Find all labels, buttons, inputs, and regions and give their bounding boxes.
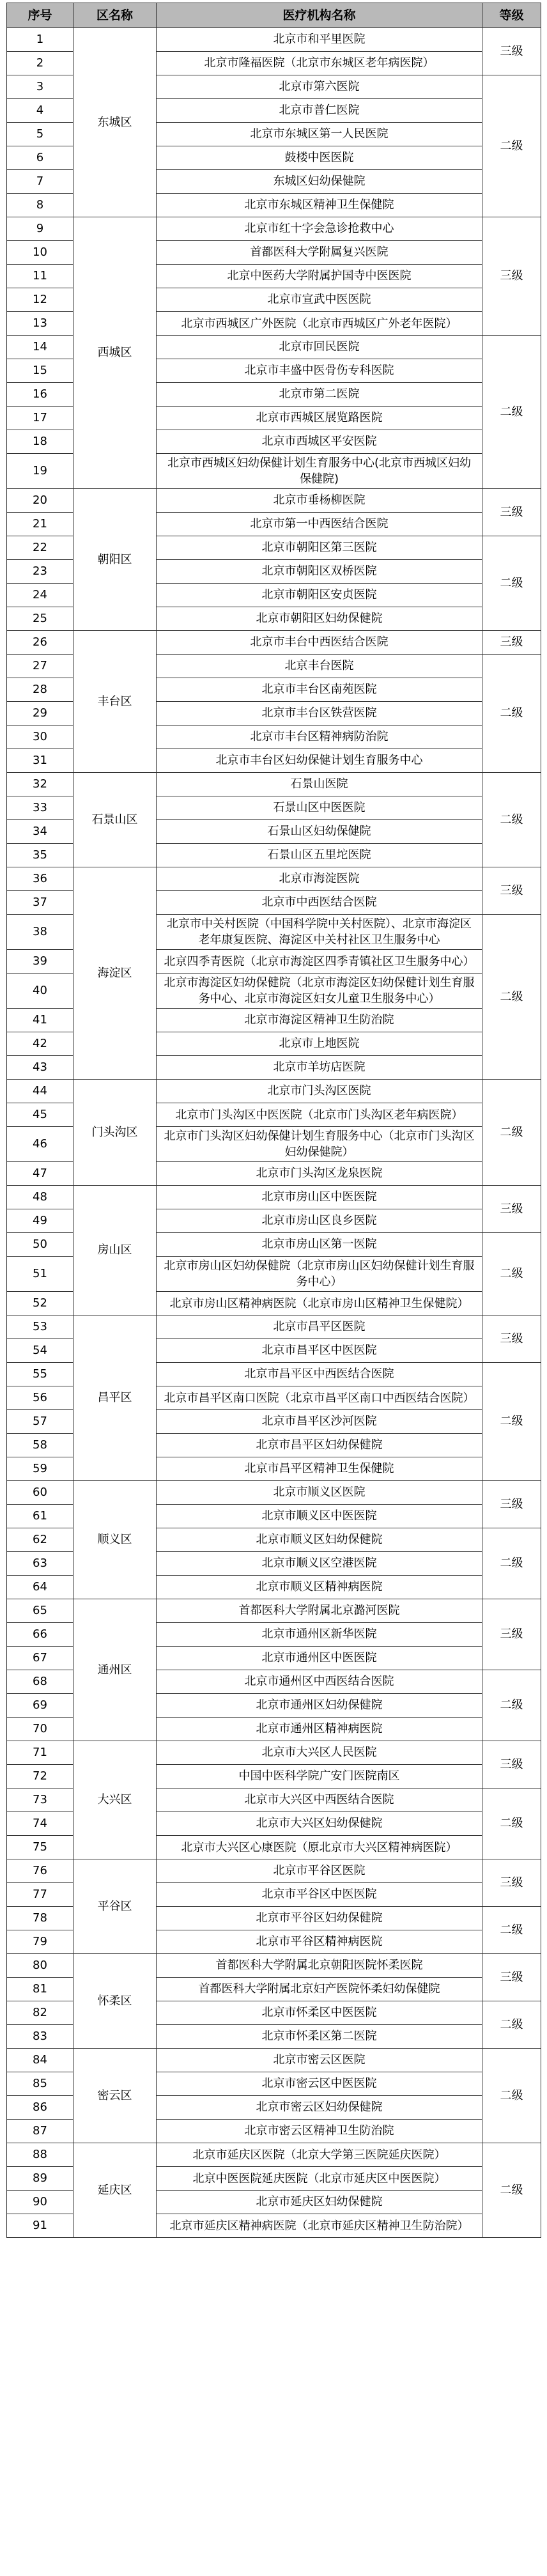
district-name: 顺义区 xyxy=(73,1481,157,1599)
institution-name: 北京市红十字会急诊抢救中心 xyxy=(157,217,482,241)
header-district: 区名称 xyxy=(73,3,157,28)
row-number: 29 xyxy=(7,702,73,725)
institution-name: 东城区妇幼保健院 xyxy=(157,170,482,194)
district-name: 西城区 xyxy=(73,217,157,489)
district-name: 丰台区 xyxy=(73,631,157,773)
row-number: 33 xyxy=(7,796,73,820)
row-number: 8 xyxy=(7,194,73,217)
row-number: 87 xyxy=(7,2120,73,2143)
hospital-level: 二级 xyxy=(482,773,541,867)
row-number: 26 xyxy=(7,631,73,655)
institution-name: 北京市密云区医院 xyxy=(157,2049,482,2072)
hospital-level: 二级 xyxy=(482,1528,541,1599)
row-number: 24 xyxy=(7,584,73,607)
institution-name: 北京市朝阳区第三医院 xyxy=(157,536,482,560)
institution-name: 北京市朝阳区双桥医院 xyxy=(157,560,482,584)
institution-name: 北京市通州区新华医院 xyxy=(157,1623,482,1647)
institution-name: 北京市昌平区中医医院 xyxy=(157,1339,482,1363)
institution-name: 北京市平谷区医院 xyxy=(157,1859,482,1883)
institution-name: 石景山医院 xyxy=(157,773,482,796)
row-number: 27 xyxy=(7,655,73,678)
row-number: 77 xyxy=(7,1883,73,1907)
hospital-level: 三级 xyxy=(482,631,541,655)
institution-name: 北京市第六医院 xyxy=(157,75,482,99)
institution-name: 北京市平谷区精神病医院 xyxy=(157,1930,482,1954)
row-number: 14 xyxy=(7,336,73,359)
row-number: 42 xyxy=(7,1032,73,1056)
hospital-level: 三级 xyxy=(482,867,541,915)
hospital-level: 二级 xyxy=(482,536,541,631)
row-number: 39 xyxy=(7,950,73,974)
institution-name: 北京市中关村医院（中国科学院中关村医院）、北京市海淀区老年康复医院、海淀区中关村社区卫生服务中心 xyxy=(157,915,482,950)
row-number: 73 xyxy=(7,1788,73,1812)
institution-name: 北京市延庆区妇幼保健院 xyxy=(157,2191,482,2214)
row-number: 5 xyxy=(7,123,73,146)
row-number: 3 xyxy=(7,75,73,99)
institution-name: 北京市顺义区精神病医院 xyxy=(157,1576,482,1599)
institution-name: 北京市丰台区妇幼保健计划生育服务中心 xyxy=(157,749,482,773)
row-number: 71 xyxy=(7,1741,73,1765)
institution-name: 北京市昌平区沙河医院 xyxy=(157,1410,482,1434)
institution-name: 北京市隆福医院（北京市东城区老年病医院） xyxy=(157,52,482,75)
district-name: 海淀区 xyxy=(73,867,157,1080)
institution-name: 北京丰台医院 xyxy=(157,655,482,678)
table-row xyxy=(7,773,541,796)
institution-name: 北京市平谷区中医医院 xyxy=(157,1883,482,1907)
row-number: 36 xyxy=(7,867,73,891)
institution-name: 北京市西城区展览路医院 xyxy=(157,407,482,430)
district-name: 朝阳区 xyxy=(73,489,157,631)
row-number: 61 xyxy=(7,1505,73,1528)
row-number: 59 xyxy=(7,1457,73,1481)
row-number: 44 xyxy=(7,1080,73,1103)
table-row xyxy=(7,1315,541,1339)
row-number: 18 xyxy=(7,430,73,454)
row-number: 81 xyxy=(7,1978,73,2001)
institution-name: 中国中医科学院广安门医院南区 xyxy=(157,1765,482,1788)
row-number: 68 xyxy=(7,1670,73,1694)
institution-name: 北京市丰盛中医骨伤专科医院 xyxy=(157,359,482,383)
hospital-level: 三级 xyxy=(482,1481,541,1528)
institution-name: 北京市丰台中西医结合医院 xyxy=(157,631,482,655)
institution-name: 北京市平谷区妇幼保健院 xyxy=(157,1907,482,1930)
institution-name: 北京市海淀区精神卫生防治院 xyxy=(157,1009,482,1032)
institution-name: 北京市昌平区中西医结合医院 xyxy=(157,1363,482,1386)
header-no: 序号 xyxy=(7,3,73,28)
table-body xyxy=(7,28,541,2238)
institution-name: 北京市宣武中医医院 xyxy=(157,288,482,312)
institution-name: 北京市门头沟区医院 xyxy=(157,1080,482,1103)
institution-name: 北京市大兴区人民医院 xyxy=(157,1741,482,1765)
institution-name: 北京市密云区妇幼保健院 xyxy=(157,2096,482,2120)
institution-name: 北京中医药大学附属护国寺中医医院 xyxy=(157,265,482,288)
hospital-level: 二级 xyxy=(482,1907,541,1954)
institution-name: 北京市丰台区南苑医院 xyxy=(157,678,482,702)
row-number: 72 xyxy=(7,1765,73,1788)
institution-name: 北京市丰台区铁营医院 xyxy=(157,702,482,725)
row-number: 34 xyxy=(7,820,73,844)
hospital-level: 三级 xyxy=(482,1859,541,1907)
district-name: 房山区 xyxy=(73,1186,157,1315)
row-number: 85 xyxy=(7,2072,73,2096)
hospital-level: 三级 xyxy=(482,1315,541,1363)
row-number: 43 xyxy=(7,1056,73,1080)
institution-name: 北京市门头沟区龙泉医院 xyxy=(157,1162,482,1186)
row-number: 11 xyxy=(7,265,73,288)
institution-name: 北京市第二医院 xyxy=(157,383,482,407)
table-row xyxy=(7,1859,541,1883)
table-row xyxy=(7,631,541,655)
table-row xyxy=(7,489,541,513)
row-number: 86 xyxy=(7,2096,73,2120)
institution-name: 北京市房山区精神病医院（北京市房山区精神卫生保健院） xyxy=(157,1292,482,1315)
institution-name: 北京市房山区良乡医院 xyxy=(157,1209,482,1233)
institution-name: 北京市房山区第一医院 xyxy=(157,1233,482,1257)
institution-name: 首都医科大学附属北京潞河医院 xyxy=(157,1599,482,1623)
row-number: 32 xyxy=(7,773,73,796)
row-number: 37 xyxy=(7,891,73,915)
hospital-table-sheet xyxy=(6,3,541,2238)
hospital-level: 二级 xyxy=(482,915,541,1080)
table-row xyxy=(7,867,541,891)
hospital-level: 二级 xyxy=(482,336,541,489)
institution-name: 北京四季青医院（北京市海淀区四季青镇社区卫生服务中心） xyxy=(157,950,482,974)
row-number: 46 xyxy=(7,1127,73,1162)
hospital-level: 二级 xyxy=(482,2049,541,2143)
row-number: 22 xyxy=(7,536,73,560)
hospital-list-table xyxy=(6,3,541,2238)
row-number: 64 xyxy=(7,1576,73,1599)
institution-name: 北京市通州区中医医院 xyxy=(157,1647,482,1670)
institution-name: 北京市顺义区妇幼保健院 xyxy=(157,1528,482,1552)
row-number: 74 xyxy=(7,1812,73,1836)
institution-name: 北京市大兴区妇幼保健院 xyxy=(157,1812,482,1836)
table-header-row xyxy=(7,3,541,28)
row-number: 1 xyxy=(7,28,73,52)
institution-name: 北京市朝阳区安贞医院 xyxy=(157,584,482,607)
institution-name: 北京市西城区广外医院（北京市西城区广外老年医院） xyxy=(157,312,482,336)
header-name: 医疗机构名称 xyxy=(157,3,482,28)
district-name: 通州区 xyxy=(73,1599,157,1741)
institution-name: 首都医科大学附属北京妇产医院怀柔妇幼保健院 xyxy=(157,1978,482,2001)
row-number: 25 xyxy=(7,607,73,631)
institution-name: 北京市海淀医院 xyxy=(157,867,482,891)
institution-name: 北京市大兴区中西医结合医院 xyxy=(157,1788,482,1812)
row-number: 7 xyxy=(7,170,73,194)
table-row xyxy=(7,217,541,241)
institution-name: 北京市密云区中医医院 xyxy=(157,2072,482,2096)
row-number: 45 xyxy=(7,1103,73,1127)
table-row xyxy=(7,1481,541,1505)
row-number: 56 xyxy=(7,1386,73,1410)
row-number: 79 xyxy=(7,1930,73,1954)
institution-name: 北京市延庆区精神病医院（北京市延庆区精神卫生防治院） xyxy=(157,2214,482,2238)
row-number: 58 xyxy=(7,1434,73,1457)
row-number: 19 xyxy=(7,454,73,489)
institution-name: 北京市东城区精神卫生保健院 xyxy=(157,194,482,217)
institution-name: 北京市昌平区南口医院（北京市昌平区南口中西医结合医院） xyxy=(157,1386,482,1410)
row-number: 57 xyxy=(7,1410,73,1434)
hospital-level: 三级 xyxy=(482,217,541,336)
row-number: 40 xyxy=(7,974,73,1009)
row-number: 51 xyxy=(7,1257,73,1292)
institution-name: 石景山区中医医院 xyxy=(157,796,482,820)
table-row xyxy=(7,1186,541,1209)
header-level: 等级 xyxy=(482,3,541,28)
row-number: 38 xyxy=(7,915,73,950)
institution-name: 北京市门头沟区妇幼保健计划生育服务中心（北京市门头沟区妇幼保健院） xyxy=(157,1127,482,1162)
institution-name: 北京市朝阳区妇幼保健院 xyxy=(157,607,482,631)
district-name: 石景山区 xyxy=(73,773,157,867)
hospital-level: 二级 xyxy=(482,75,541,217)
institution-name: 北京市通州区中西医结合医院 xyxy=(157,1670,482,1694)
row-number: 78 xyxy=(7,1907,73,1930)
hospital-level: 三级 xyxy=(482,1186,541,1233)
institution-name: 北京市第一中西医结合医院 xyxy=(157,513,482,536)
institution-name: 首都医科大学附属复兴医院 xyxy=(157,241,482,265)
institution-name: 北京市普仁医院 xyxy=(157,99,482,123)
row-number: 35 xyxy=(7,844,73,867)
hospital-level: 三级 xyxy=(482,28,541,75)
row-number: 52 xyxy=(7,1292,73,1315)
hospital-level: 二级 xyxy=(482,1233,541,1315)
table-row xyxy=(7,1741,541,1765)
row-number: 76 xyxy=(7,1859,73,1883)
institution-name: 北京市通州区精神病医院 xyxy=(157,1718,482,1741)
institution-name: 北京市昌平区妇幼保健院 xyxy=(157,1434,482,1457)
table-row xyxy=(7,28,541,52)
hospital-level: 二级 xyxy=(482,1363,541,1481)
hospital-level: 二级 xyxy=(482,2143,541,2238)
row-number: 83 xyxy=(7,2025,73,2049)
row-number: 13 xyxy=(7,312,73,336)
institution-name: 北京市昌平区精神卫生保健院 xyxy=(157,1457,482,1481)
institution-name: 北京市密云区精神卫生防治院 xyxy=(157,2120,482,2143)
row-number: 66 xyxy=(7,1623,73,1647)
district-name: 大兴区 xyxy=(73,1741,157,1859)
row-number: 75 xyxy=(7,1836,73,1859)
row-number: 49 xyxy=(7,1209,73,1233)
hospital-level: 三级 xyxy=(482,489,541,536)
row-number: 80 xyxy=(7,1954,73,1978)
district-name: 东城区 xyxy=(73,28,157,217)
row-number: 84 xyxy=(7,2049,73,2072)
row-number: 82 xyxy=(7,2001,73,2025)
row-number: 41 xyxy=(7,1009,73,1032)
row-number: 12 xyxy=(7,288,73,312)
table-row xyxy=(7,1954,541,1978)
row-number: 53 xyxy=(7,1315,73,1339)
institution-name: 北京市顺义区医院 xyxy=(157,1481,482,1505)
row-number: 30 xyxy=(7,725,73,749)
district-name: 密云区 xyxy=(73,2049,157,2143)
institution-name: 鼓楼中医医院 xyxy=(157,146,482,170)
table-row xyxy=(7,2049,541,2072)
institution-name: 北京市西城区妇幼保健计划生育服务中心(北京市西城区妇幼保健院) xyxy=(157,454,482,489)
row-number: 9 xyxy=(7,217,73,241)
row-number: 55 xyxy=(7,1363,73,1386)
institution-name: 北京市顺义区中医医院 xyxy=(157,1505,482,1528)
district-name: 门头沟区 xyxy=(73,1080,157,1186)
row-number: 15 xyxy=(7,359,73,383)
row-number: 17 xyxy=(7,407,73,430)
institution-name: 北京市上地医院 xyxy=(157,1032,482,1056)
institution-name: 北京市和平里医院 xyxy=(157,28,482,52)
institution-name: 北京市中西医结合医院 xyxy=(157,891,482,915)
institution-name: 北京市垂杨柳医院 xyxy=(157,489,482,513)
institution-name: 北京市回民医院 xyxy=(157,336,482,359)
institution-name: 北京市通州区妇幼保健院 xyxy=(157,1694,482,1718)
hospital-level: 二级 xyxy=(482,1670,541,1741)
institution-name: 北京市房山区妇幼保健院（北京市房山区妇幼保健计划生育服务中心） xyxy=(157,1257,482,1292)
row-number: 21 xyxy=(7,513,73,536)
institution-name: 北京市怀柔区中医医院 xyxy=(157,2001,482,2025)
row-number: 90 xyxy=(7,2191,73,2214)
institution-name: 北京市房山区中医医院 xyxy=(157,1186,482,1209)
institution-name: 首都医科大学附属北京朝阳医院怀柔医院 xyxy=(157,1954,482,1978)
row-number: 10 xyxy=(7,241,73,265)
row-number: 50 xyxy=(7,1233,73,1257)
institution-name: 北京市丰台区精神病防治院 xyxy=(157,725,482,749)
hospital-level: 二级 xyxy=(482,2001,541,2049)
institution-name: 北京市门头沟区中医医院（北京市门头沟区老年病医院） xyxy=(157,1103,482,1127)
hospital-level: 二级 xyxy=(482,655,541,773)
institution-name: 北京市昌平区医院 xyxy=(157,1315,482,1339)
institution-name: 北京市顺义区空港医院 xyxy=(157,1552,482,1576)
row-number: 89 xyxy=(7,2167,73,2191)
row-number: 23 xyxy=(7,560,73,584)
institution-name: 北京市海淀区妇幼保健院（北京市海淀区妇幼保健计划生育服务中心、北京市海淀区妇女儿童卫生服务中心） xyxy=(157,974,482,1009)
institution-name: 北京市怀柔区第二医院 xyxy=(157,2025,482,2049)
row-number: 67 xyxy=(7,1647,73,1670)
row-number: 70 xyxy=(7,1718,73,1741)
row-number: 91 xyxy=(7,2214,73,2238)
institution-name: 石景山区妇幼保健院 xyxy=(157,820,482,844)
row-number: 16 xyxy=(7,383,73,407)
hospital-level: 三级 xyxy=(482,1741,541,1788)
table-row xyxy=(7,1599,541,1623)
district-name: 怀柔区 xyxy=(73,1954,157,2049)
hospital-level: 二级 xyxy=(482,1080,541,1186)
row-number: 60 xyxy=(7,1481,73,1505)
hospital-level: 三级 xyxy=(482,1954,541,2001)
institution-name: 北京市大兴区心康医院（原北京市大兴区精神病医院） xyxy=(157,1836,482,1859)
district-name: 延庆区 xyxy=(73,2143,157,2238)
institution-name: 北京中医医院延庆医院（北京市延庆区中医医院） xyxy=(157,2167,482,2191)
row-number: 6 xyxy=(7,146,73,170)
row-number: 20 xyxy=(7,489,73,513)
row-number: 2 xyxy=(7,52,73,75)
row-number: 28 xyxy=(7,678,73,702)
institution-name: 北京市西城区平安医院 xyxy=(157,430,482,454)
row-number: 62 xyxy=(7,1528,73,1552)
district-name: 平谷区 xyxy=(73,1859,157,1954)
institution-name: 石景山区五里坨医院 xyxy=(157,844,482,867)
row-number: 88 xyxy=(7,2143,73,2167)
row-number: 4 xyxy=(7,99,73,123)
row-number: 48 xyxy=(7,1186,73,1209)
institution-name: 北京市延庆区医院（北京大学第三医院延庆医院） xyxy=(157,2143,482,2167)
institution-name: 北京市东城区第一人民医院 xyxy=(157,123,482,146)
row-number: 65 xyxy=(7,1599,73,1623)
row-number: 69 xyxy=(7,1694,73,1718)
institution-name: 北京市羊坊店医院 xyxy=(157,1056,482,1080)
row-number: 54 xyxy=(7,1339,73,1363)
table-row xyxy=(7,1080,541,1103)
district-name: 昌平区 xyxy=(73,1315,157,1481)
hospital-level: 二级 xyxy=(482,1788,541,1859)
row-number: 47 xyxy=(7,1162,73,1186)
table-row xyxy=(7,2143,541,2167)
row-number: 31 xyxy=(7,749,73,773)
hospital-level: 三级 xyxy=(482,1599,541,1670)
row-number: 63 xyxy=(7,1552,73,1576)
